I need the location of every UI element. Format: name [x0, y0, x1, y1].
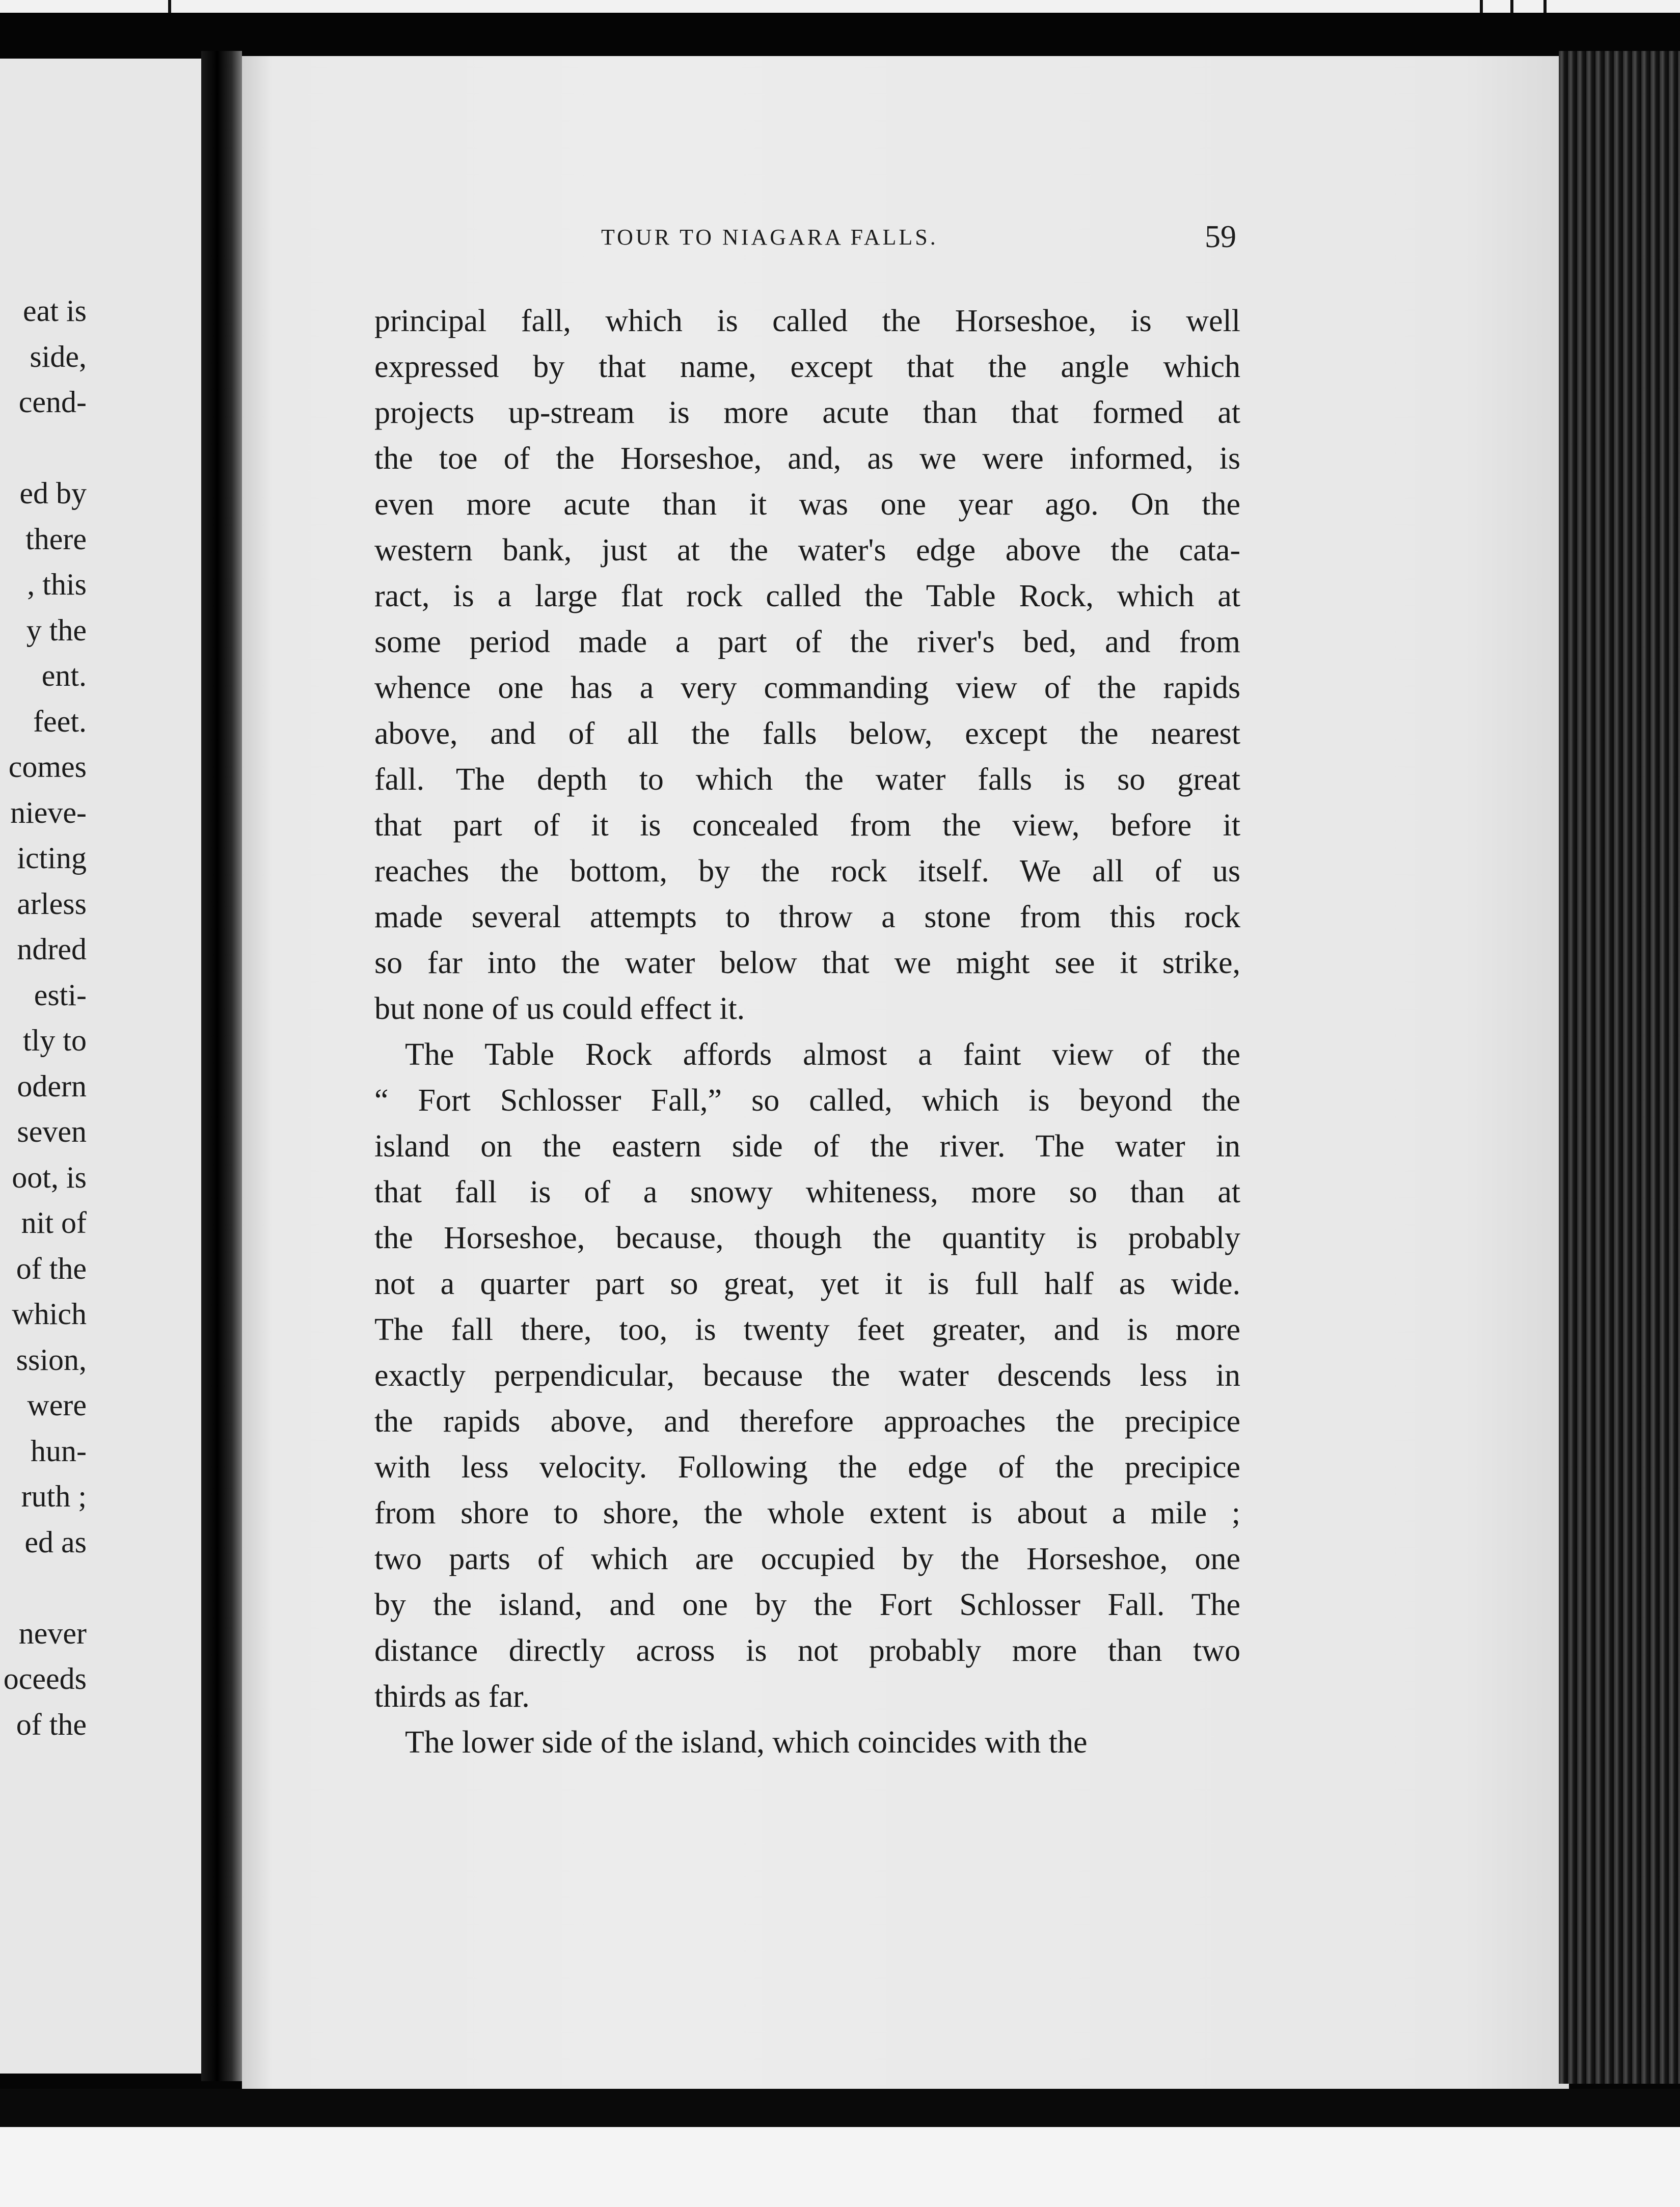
facing-page-line-fragment: which [12, 1297, 87, 1331]
film-edge-mark [168, 0, 171, 13]
film-top-edge [0, 0, 1680, 13]
film-bottom-edge [0, 2127, 1680, 2207]
text-line: The lower side of the island, which coincides with the [405, 1725, 1088, 1760]
text-line: whence one has a very commanding view of the rapids [374, 670, 1240, 705]
text-line: so far into the water below that we might see it strike, [374, 946, 1240, 980]
text-line: thirds as far. [374, 1679, 530, 1714]
film-edge-mark [1543, 0, 1547, 13]
facing-page-line-fragment: oot, is [12, 1160, 87, 1194]
text-line: distance directly across is not probably more than two [374, 1633, 1240, 1668]
paragraph [374, 1719, 1240, 1765]
facing-page-line-fragment: never [18, 1616, 87, 1650]
facing-page-line-fragment: arless [17, 886, 87, 921]
facing-page-line-fragment: ssion, [16, 1342, 87, 1377]
text-line: but none of us could effect it. [374, 991, 745, 1026]
text-line: two parts of which are occupied by the Horseshoe, one [374, 1542, 1240, 1576]
facing-page-line-fragment: ent. [41, 659, 87, 692]
text-line: exactly perpendicular, because the water descends less in [374, 1358, 1240, 1393]
running-head: TOUR TO NIAGARA FALLS. [601, 225, 938, 250]
facing-page-line-fragment: y the [26, 613, 87, 647]
text-line: ract, is a large flat rock called the Table Rock, which at [374, 579, 1240, 613]
paragraph [374, 1032, 1240, 1719]
facing-page-fragment [0, 59, 201, 2074]
text-line: the Horseshoe, because, though the quantity is probably [374, 1221, 1240, 1255]
facing-page-line-fragment: tly to [22, 1024, 87, 1057]
facing-page-line-fragment: of the [16, 1251, 87, 1285]
text-line: the rapids above, and therefore approaches the precipice [374, 1404, 1240, 1439]
film-edge-mark [1510, 0, 1513, 13]
text-line: expressed by that name, except that the angle which [374, 349, 1240, 384]
text-line: the toe of the Horseshoe, and, as we were informed, is [374, 441, 1240, 476]
facing-page-line-fragment: esti- [34, 978, 87, 1012]
paragraph [374, 298, 1240, 1032]
facing-page-line-fragment: ed by [19, 476, 87, 510]
facing-page-line-fragment: feet. [33, 704, 87, 738]
facing-page-line-fragment: of the [16, 1707, 87, 1741]
binding-gutter [201, 51, 242, 2081]
facing-page-line-fragment: , this [27, 568, 87, 601]
film-edge-mark [1480, 0, 1483, 13]
text-line: reaches the bottom, by the rock itself. We all of us [374, 854, 1240, 889]
text-line: from shore to shore, the whole extent is about a mile ; [374, 1496, 1240, 1530]
facing-page-line-fragment: ruth ; [21, 1479, 87, 1513]
page-body-text [374, 298, 1240, 1765]
facing-page-line-fragment: ndred [17, 932, 87, 966]
page-stack-edge [1559, 51, 1680, 2084]
facing-page-line-fragment: eat is [23, 294, 87, 328]
facing-page-line-fragment: icting [17, 841, 87, 875]
facing-page-line-fragment: there [25, 522, 87, 556]
text-line: projects up-stream is more acute than that formed at [374, 395, 1240, 430]
facing-page-line-fragment: seven [17, 1115, 87, 1148]
facing-page-line-fragment: were [27, 1388, 87, 1422]
text-line: The Table Rock affords almost a faint view of the [405, 1037, 1240, 1072]
text-line: that fall is of a snowy whiteness, more so than at [374, 1175, 1240, 1209]
text-line: western bank, just at the water's edge above the cata- [374, 533, 1240, 568]
text-line: with less velocity. Following the edge of the precipice [374, 1450, 1240, 1485]
page-number: 59 [1205, 220, 1236, 254]
facing-page-line-fragment: nit of [21, 1206, 87, 1240]
text-line: principal fall, which is called the Horseshoe, is well [374, 304, 1240, 338]
text-line: The fall there, too, is twenty feet greater, and is more [374, 1312, 1240, 1347]
facing-page-line-fragment: odern [17, 1069, 87, 1103]
facing-page-line-fragment: ed as [24, 1525, 87, 1559]
facing-page-line-fragment: hun- [31, 1434, 87, 1468]
text-line: “ Fort Schlosser Fall,” so called, which is beyond the [374, 1083, 1240, 1118]
text-line: some period made a part of the river's bed, and from [374, 625, 1240, 659]
text-line: by the island, and one by the Fort Schlosser Fall. The [374, 1587, 1240, 1622]
facing-page-line-fragment: side, [30, 339, 87, 373]
text-line: that part of it is concealed from the view, before it [374, 808, 1240, 843]
facing-page-line-fragment: cend- [18, 385, 87, 419]
text-line: fall. The depth to which the water falls is so great [374, 762, 1240, 797]
facing-page-line-fragment: oceeds [3, 1662, 87, 1695]
facing-page-line-fragment: comes [8, 750, 87, 784]
text-line: not a quarter part so great, yet it is full half as wide. [374, 1267, 1240, 1301]
facing-page-line-fragment: nieve- [10, 795, 87, 829]
text-line: island on the eastern side of the river. The water in [374, 1129, 1240, 1164]
text-line: made several attempts to throw a stone from this rock [374, 900, 1240, 934]
text-line: above, and of all the falls below, except the nearest [374, 716, 1240, 751]
text-line: even more acute than it was one year ago. On the [374, 487, 1240, 522]
